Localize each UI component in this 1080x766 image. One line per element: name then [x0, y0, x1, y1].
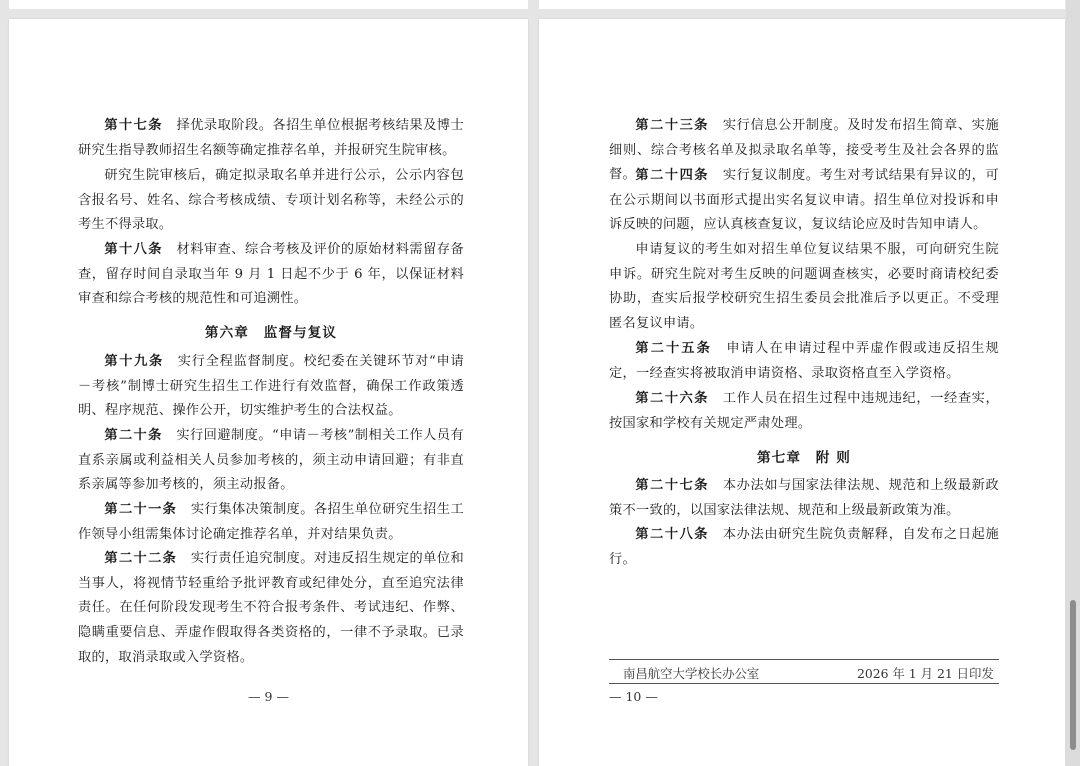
article-17 [78, 114, 464, 163]
article-24-continued [609, 238, 999, 337]
article-number: 第二十条 [104, 428, 163, 443]
article-22 [78, 547, 464, 671]
footer-top-rule [609, 659, 999, 660]
article-text: 材料审查、综合考核及评价的原始材料需留存备查，留存时间自录取当年 9 月 1 日起不少于 6 年，以保证材料审查和综合考核的规范性和可追溯性。 [78, 242, 464, 307]
vertical-scrollbar[interactable] [1066, 0, 1080, 766]
article-number: 第二十六条 [635, 391, 710, 406]
article-number: 第十八条 [104, 242, 163, 257]
article-text: 工作人员在招生过程中违规违纪，一经查实，按国家和学校有关规定严肃处理。 [609, 391, 999, 431]
footer-issuer: 南昌航空大学校长办公室 [623, 666, 760, 681]
article-number: 第二十一条 [104, 502, 178, 517]
page-number: — 10 — [609, 689, 658, 704]
article-27 [609, 474, 999, 523]
article-number: 第二十四条 [635, 168, 710, 183]
article-20 [78, 424, 464, 498]
page-number: — 9 — [248, 689, 289, 704]
article-text: 实行回避制度。“申请－考核”制相关工作人员有直系亲属或利益相关人员参加考核的，须主动申请回避；有非直系亲属等参加考核的，须主动报备。 [78, 428, 464, 493]
article-number: 第二十二条 [104, 551, 178, 566]
article-number: 第二十八条 [635, 527, 710, 542]
article-26 [609, 387, 999, 436]
footer-bottom-rule [609, 683, 999, 684]
article-17-continued [78, 164, 464, 238]
article-text: 本办法由研究生院负责解释，自发布之日起施行。 [609, 527, 999, 567]
article-24 [609, 164, 999, 238]
previous-page-bottom-left [9, 0, 528, 9]
article-text: 实行集体决策制度。各招生单位研究生招生工作领导小组需集体讨论确定推荐名单，并对结果负责。 [78, 502, 464, 542]
document-page-10 [539, 19, 1065, 766]
previous-page-bottom-right [539, 0, 1065, 9]
article-21 [78, 498, 464, 547]
article-text: 实行复议制度。考生对考试结果有异议的，可在公示期间以书面形式提出实名复议申请。招生单位对投诉和申诉反映的问题，应认真核查复议，复议结论应及时告知申请人。 [609, 168, 999, 233]
article-number: 第二十三条 [635, 118, 710, 133]
article-number: 第二十五条 [635, 341, 712, 356]
article-text: 实行全程监督制度。校纪委在关键环节对“申请－考核”制博士研究生招生工作进行有效监督，确保工作政策透明、程序规范、操作公开，切实维护考生的合法权益。 [78, 354, 464, 419]
footer-date: 2026 年 1 月 21 日印发 [857, 666, 994, 681]
article-19 [78, 350, 464, 424]
article-28 [609, 523, 999, 572]
chapter-6-heading: 第六章 监督与复议 [204, 325, 338, 341]
paragraph-text: 申请复议的考生如对招生单位复议结果不服，可向研究生院申诉。研究生院对考生反映的问题调查核实，必要时商请校纪委协助，查实后报学校研究生招生委员会批准后予以更正。不受理匿名复议申请。 [609, 242, 999, 332]
article-text: 实行责任追究制度。对违反招生规定的单位和当事人，将视情节轻重给予批评教育或纪律处分，直至追究法律责任。在任何阶段发现考生不符合报考条件、考试违纪、作弊、隐瞒重要信息、弄虚作假取得各类资格的，一律不予录取。已录取的，取消录取或入学资格。 [78, 551, 464, 665]
article-25 [609, 337, 999, 386]
chapter-7-heading: 第七章 附 则 [757, 450, 851, 466]
article-number: 第十九条 [104, 354, 164, 369]
article-18 [78, 238, 464, 312]
document-page-9 [9, 19, 528, 766]
paragraph-text: 研究生院审核后，确定拟录取名单并进行公示，公示内容包含报名号、姓名、综合考核成绩、专项计划名称等，未经公示的考生不得录取。 [78, 168, 464, 233]
article-text: 申请人在申请过程中弄虚作假或违反招生规定，一经查实将被取消申请资格、录取资格直至入学资格。 [609, 341, 1000, 381]
article-number: 第二十七条 [635, 478, 710, 493]
article-text: 本办法如与国家法律法规、规范和上级最新政策不一致的，以国家法律法规、规范和上级最新政策为准。 [609, 478, 999, 518]
article-number: 第十七条 [104, 118, 163, 133]
article-text: 实行信息公开制度。及时发布招生简章、实施细则、综合考核名单及拟录取名单等，接受考生及社会各界的监督。 [609, 118, 999, 183]
article-text: 择优录取阶段。各招生单位根据考核结果及博士研究生指导教师招生名额等确定推荐名单，并报研究生院审核。 [78, 118, 464, 158]
scrollbar-thumb[interactable] [1070, 600, 1076, 750]
